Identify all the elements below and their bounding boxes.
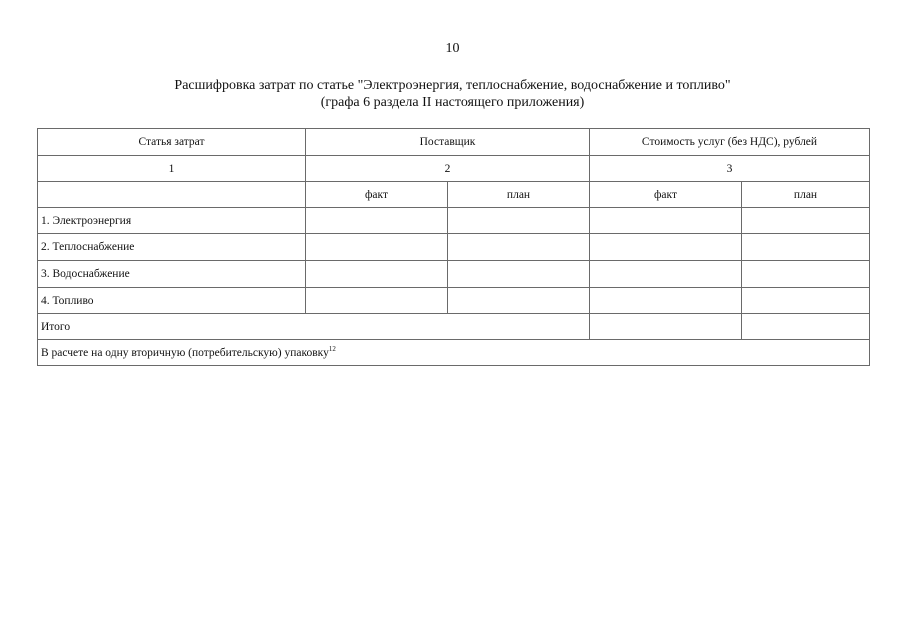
per-package-label: В расчете на одну вторичную (потребительскую) упаковку [41,346,329,359]
table-row-per-package [38,340,870,366]
column-number-1: 1 [38,156,306,182]
row-label: 3. Водоснабжение [38,261,306,288]
cost-breakdown-table [37,128,870,366]
subheader-row [38,182,870,208]
table-row-heat-supply [38,234,870,261]
subheader-supplier-fact: факт [306,182,448,208]
row-label: 1. Электроэнергия [38,208,306,234]
table-row-water-supply [38,261,870,288]
page-number: 10 [445,41,460,56]
total-label: Итого [38,314,590,340]
header-service-cost: Стоимость услуг (без НДС), рублей [590,129,870,156]
table-cell [448,288,590,314]
table-cell [590,261,742,288]
footnote-marker: 12 [328,344,336,353]
table-cell [742,261,870,288]
table-cell [448,208,590,234]
table-cell [590,208,742,234]
subheader-cost-plan: план [742,182,870,208]
subheader-supplier-plan: план [448,182,590,208]
table-cell [306,208,448,234]
table-cell [742,288,870,314]
header-cost-item: Статья затрат [38,129,306,156]
table-cell [590,234,742,261]
table-cell [306,261,448,288]
table-cell [448,261,590,288]
table-cell [590,314,742,340]
table-cell [306,234,448,261]
row-label: 4. Топливо [38,288,306,314]
document-title [0,77,905,111]
table-header-row [38,129,870,156]
column-number-row [38,156,870,182]
table-cell [590,288,742,314]
table-cell [742,208,870,234]
row-label: 2. Теплоснабжение [38,234,306,261]
subheader-cost-fact: факт [590,182,742,208]
column-number-3: 3 [590,156,870,182]
column-number-2: 2 [306,156,590,182]
title-line-2: (графа 6 раздела II настоящего приложения) [320,95,585,110]
per-package-cell [38,340,870,366]
table-row-total [38,314,870,340]
title-line-1: Расшифровка затрат по статье "Электроэнергия, теплоснабжение, водоснабжение и топливо" [174,78,731,93]
table-cell [742,234,870,261]
table-row-electricity [38,208,870,234]
table-cell [306,288,448,314]
table-row-fuel [38,288,870,314]
table-cell [742,314,870,340]
header-supplier: Поставщик [306,129,590,156]
subheader-empty-cell [38,182,306,208]
table-cell [448,234,590,261]
